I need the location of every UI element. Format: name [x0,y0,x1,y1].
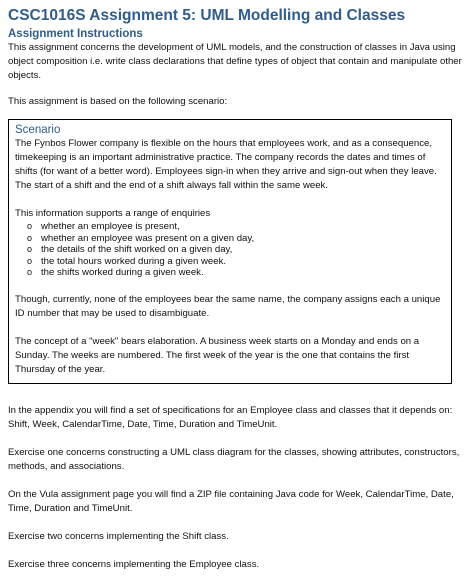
list-item [27,256,445,268]
list-item-text: whether an employee was present on a given day, [41,232,255,244]
intro-paragraph: This assignment concerns the development of UML models, and the construction of classes in Java using object composition i.e. write class declarations that define types of object that contain and manipulate other objects. [8,42,462,81]
vula-paragraph: On the Vula assignment page you will find a ZIP file containing Java code for Week, CalendarTime, Date, Time, Duration and TimeUnit. [8,488,454,514]
bullet-icon: o [27,255,33,266]
enquiries-intro: This information supports a range of enquiries [15,208,211,219]
list-item-text: the shifts worked during a given week. [41,267,204,278]
section-heading-instructions: Assignment Instructions [8,28,143,40]
bullet-icon: o [27,267,33,277]
list-item-text: the details of the shift worked on a given day, [41,244,233,255]
based-on-paragraph: This assignment is based on the following scenario: [8,96,228,107]
scenario-paragraph-3: The concept of a "week" bears elaboration. A business week starts on a Monday and ends on a Sunday. The weeks are numbered. The first week of the year is the one that contains the first Thursday of the year. [15,335,420,375]
exercise-three-paragraph: Exercise three concerns implementing the Employee class. [8,558,260,570]
list-item [27,267,445,279]
list-item-text: the total hours worked during a given week. [41,255,227,267]
list-item [27,221,445,233]
exercise-one-paragraph: Exercise one concerns constructing a UML class diagram for the classes, showing attributes, constructors, methods, and associations. [8,446,460,472]
bullet-icon: o [27,221,33,231]
scenario-paragraph-2: Though, currently, none of the employees bear the same name, the company assigns each a unique ID number that may be used to disambiguate. [15,293,441,319]
bullet-icon: o [27,232,33,243]
scenario-heading: Scenario [15,124,61,136]
scenario-paragraph-1: The Fynbos Flower company is flexible on the hours that employees work, and as a consequence, timekeeping is an important administrative practice. The company records the dates and times of shifts (for want of a better word). Employees sign-in when they arrive and sign-out when they leave. The start of a shift and the end of a shift always fall within the same week. [15,138,437,191]
enquiries-list [15,221,445,279]
list-item-text: whether an employee is present, [41,221,180,232]
list-item [27,244,445,256]
scenario-box [8,119,452,384]
exercise-two-paragraph: Exercise two concerns implementing the Shift class. [8,530,229,542]
bullet-icon: o [27,244,33,254]
appendix-paragraph: In the appendix you will find a set of specifications for an Employee class and classes that it depends on: Shift, Week, CalendarTime, Date, Time, Duration and TimeUnit. [8,404,453,430]
page-title: CSC1016S Assignment 5: UML Modelling and Classes [8,7,406,24]
document-page [8,6,466,572]
list-item [27,233,445,245]
